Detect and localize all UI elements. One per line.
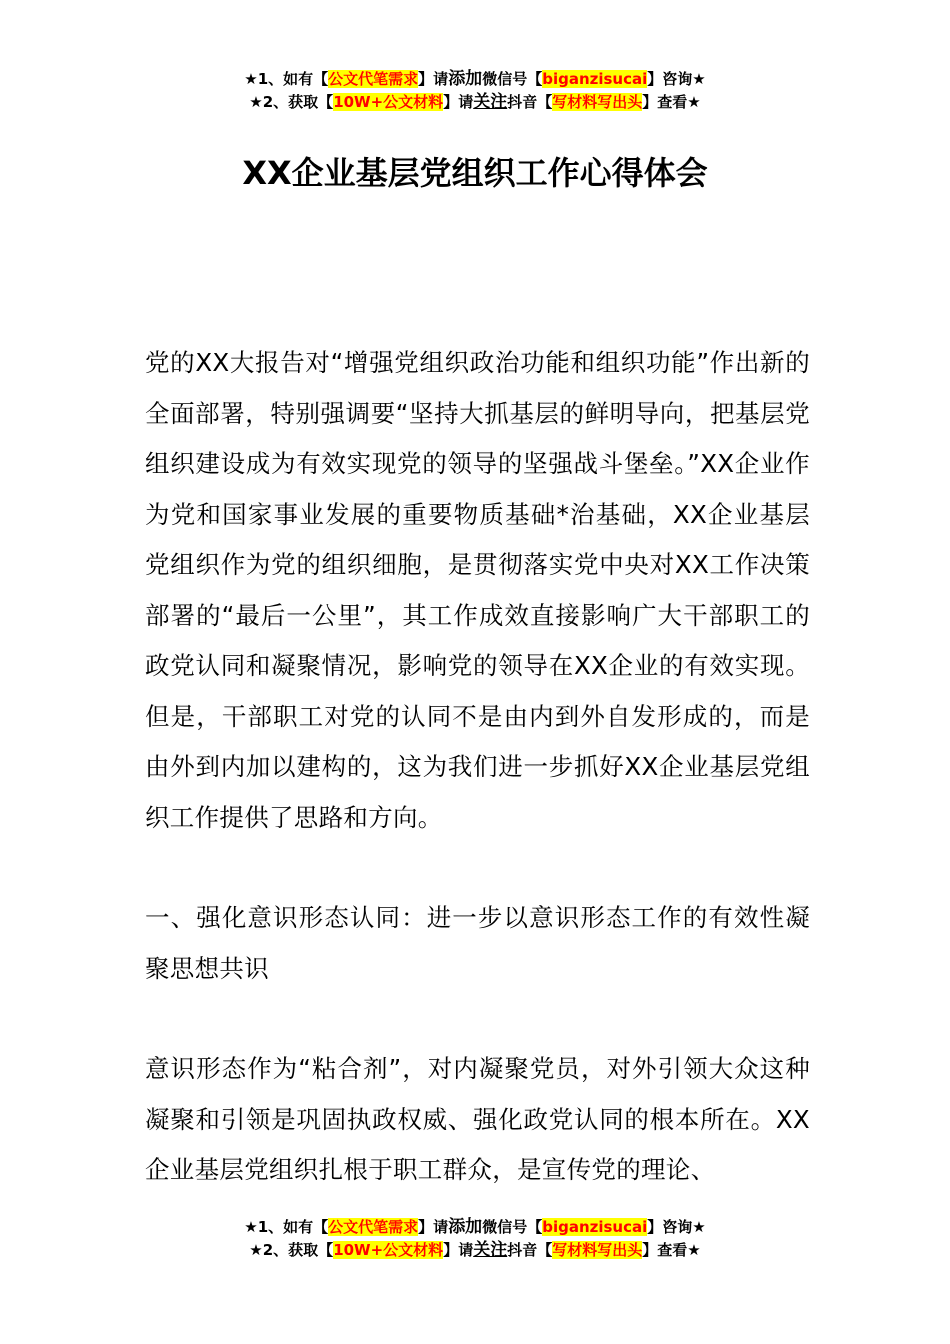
document-body: [145, 338, 810, 1196]
highlight-service: 公文代笔需求: [328, 70, 419, 88]
paragraph-intro: 党的XX大报告对“增强党组织政治功能和组织功能”作出新的全面部署，特别强调要“坚持大抓基层的鲜明导向，把基层党组织建设成为有效实现党的领导的坚强战斗堡垒。”XX企业作为党和国家事业发展的重要物质基础*治基础，XX企业基层党组织作为党的组织细胞，是贯彻落实党中央对XX工作决策部署的“最后一公里”，其工作成效直接影响广大干部职工的政党认同和凝聚情况，影响党的领导在XX企业的有效实现。但是，干部职工对党的认同不是由内到外自发形成的，而是由外到内加以建构的，这为我们进一步抓好XX企业基层党组织工作提供了思路和方向。: [145, 348, 810, 832]
header-banner: [0, 68, 950, 114]
banner-line-1: ★1、如有【公文代笔需求】请添加微信号【biganzisucai】咨询★: [244, 1217, 706, 1237]
document-title: XX企业基层党组织工作心得体会: [242, 154, 708, 192]
highlight-wechat-id: biganzisucai: [542, 1218, 648, 1236]
highlight-materials: 10W+公文材料: [333, 1241, 444, 1259]
section-heading-1: 一、强化意识形态认同：进一步以意识形态工作的有效性凝聚思想共识: [145, 903, 810, 983]
banner-line-2: ★2、获取【10W+公文材料】请关注抖音【写材料写出头】查看★: [249, 92, 701, 112]
banner-line-2: ★2、获取【10W+公文材料】请关注抖音【写材料写出头】查看★: [249, 1240, 701, 1260]
highlight-douyin-id: 写材料写出头: [552, 1241, 643, 1259]
banner-line-1: ★1、如有【公文代笔需求】请添加微信号【biganzisucai】咨询★: [244, 69, 706, 89]
highlight-service: 公文代笔需求: [328, 1218, 419, 1236]
footer-banner: [0, 1216, 950, 1262]
paragraph-section-1: 意识形态作为“粘合剂”，对内凝聚党员，对外引领大众这种凝聚和引领是巩固执政权威、强化政党认同的根本所在。XX企业基层党组织扎根于职工群众，是宣传党的理论、: [145, 1054, 810, 1184]
highlight-wechat-id: biganzisucai: [542, 70, 648, 88]
highlight-materials: 10W+公文材料: [333, 93, 444, 111]
highlight-douyin-id: 写材料写出头: [552, 93, 643, 111]
